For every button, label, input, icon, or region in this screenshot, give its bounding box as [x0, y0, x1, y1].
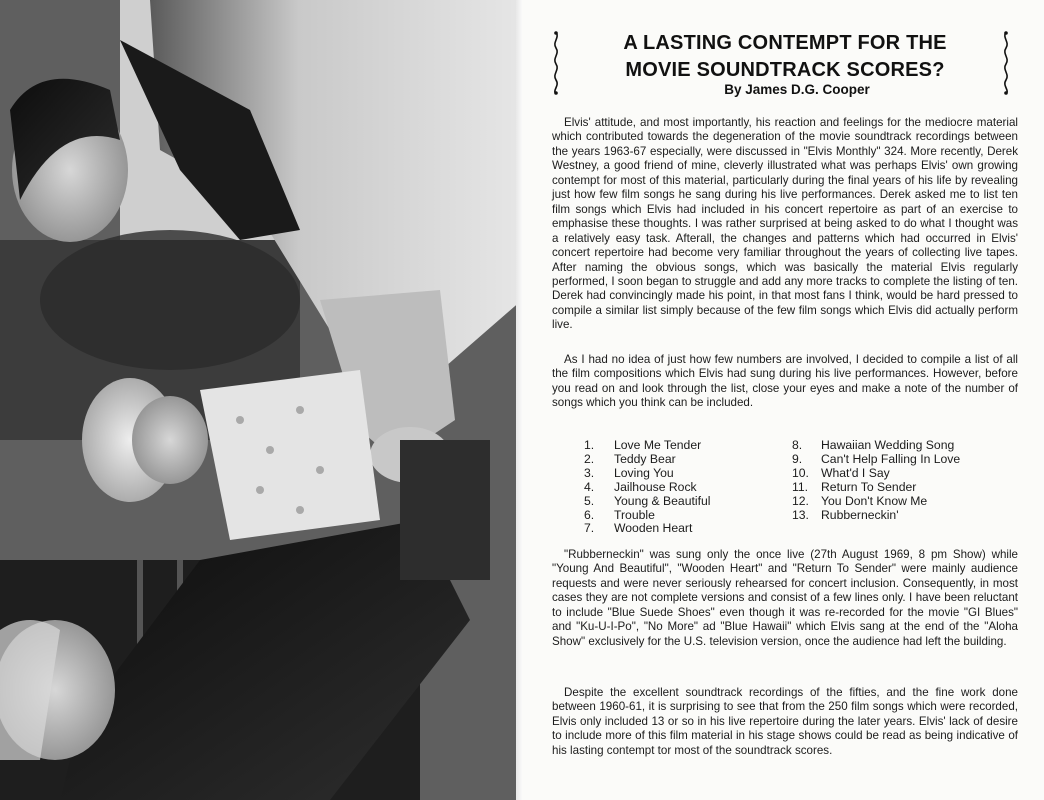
song-title: Can't Help Falling In Love: [821, 451, 961, 466]
song-title: Wooden Heart: [614, 521, 693, 536]
song-number: 5.: [584, 493, 595, 508]
list-item: [792, 453, 960, 467]
song-number: 9.: [792, 451, 803, 466]
song-title: Hawaiian Wedding Song: [821, 438, 955, 452]
list-item: [792, 439, 960, 453]
list-item: [584, 522, 710, 536]
song-number: 1.: [584, 438, 595, 452]
list-item: [584, 467, 710, 481]
list-item: [792, 467, 960, 481]
song-number: 11.: [792, 479, 809, 494]
song-number: 3.: [584, 465, 595, 480]
article-title: [562, 30, 1008, 84]
song-title: Jailhouse Rock: [614, 479, 697, 494]
song-number: 2.: [584, 451, 595, 466]
song-number: 8.: [792, 438, 803, 452]
song-title: Loving You: [614, 465, 674, 480]
song-list-column-2: [792, 439, 960, 522]
song-title: Teddy Bear: [614, 451, 676, 466]
list-item: [792, 481, 960, 495]
song-number: 12.: [792, 493, 809, 508]
song-number: 6.: [584, 507, 595, 522]
decorative-scroll-icon: [550, 30, 562, 96]
title-line-2: MOVIE SOUNDTRACK SCORES?: [625, 59, 945, 81]
song-title: Return To Sender: [821, 479, 917, 494]
article-page: [522, 0, 1044, 800]
song-title: Young & Beautiful: [614, 493, 711, 508]
song-number: 7.: [584, 521, 595, 536]
list-item: [584, 495, 710, 509]
song-list-column-1: [584, 439, 710, 536]
list-item: [584, 481, 710, 495]
title-line-1: A LASTING CONTEMPT FOR THE: [623, 32, 947, 54]
song-title: You Don't Know Me: [821, 493, 928, 508]
song-title: Love Me Tender: [614, 438, 702, 452]
paragraph-conclusion: Despite the excellent soundtrack recordings of the fifties, and the fine work done between 1960-61, it is surprising to see that from the 250 film songs which were recorded, Elvis only included 13 or so in his live repertoire during the later years. Elvis' lack of desire to include more of this film material in his stage shows could be read as being indicative of his lasting contempt tor most of the soundtrack scores.: [552, 686, 1018, 757]
list-item: [792, 509, 960, 523]
song-number: 10.: [792, 465, 809, 480]
song-title: Trouble: [614, 507, 655, 522]
paragraph-intro: Elvis' attitude, and most importantly, his reaction and feelings for the mediocre material which contributed towards the degeneration of the movie soundtrack recordings between the years 1963-67 especially, were discussed in "Elvis Monthly" 324. More recently, Derek Westney, a good friend of mine, cleverly illustrated what was perhaps Elvis' own growing contempt for most of this material, particularly during the final years of his life by revealing just how few film songs he sang during his live performances. Derek asked me to list ten film songs which Elvis had included in his concert repertoire as part of an exercise to emphasise these thoughts. I was rather surprised at being asked to do what I thought was a relatively easy task. Afterall, the changes and patterns which had occurred in Elvis' concert repertoire had become very familiar throughout the years of collecting live tapes. After naming the obvious songs, which was basically the material Elvis regularly performed, I soon began to struggle and add any more tracks to complete the listing of ten. Derek had convincingly made his point, in that most fans I think, would be hard pressed to compile a similar list simply because of the few film songs which Elvis did actually perform live.: [552, 116, 1018, 332]
list-item: [584, 439, 710, 453]
list-item: [584, 509, 710, 523]
song-number: 4.: [584, 479, 595, 494]
list-item: [792, 495, 960, 509]
paragraph-notes: "Rubberneckin" was sung only the once live (27th August 1969, 8 pm Show) while "Young And Beautiful", "Wooden Heart" and "Return To Sender" were mainly audience requests and were never seriously rehearsed for concert inclusion. Consequently, in most cases they are not complete versions and consist of a few lines only. I have been reluctant to include "Blue Suede Shoes" even though it was re-recorded for the movie "GI Blues" and "Ku-U-I-Po", "No More" ad "Blue Hawaii" which Elvis sang at the end of the "Aloha Show" exclusively for the U.S. television version, once the audience had left the building.: [552, 548, 1018, 648]
song-number: 13.: [792, 507, 809, 522]
song-title: What'd I Say: [821, 465, 890, 480]
song-title: Rubberneckin': [821, 507, 899, 522]
list-item: [584, 453, 710, 467]
paragraph-list-intro: As I had no idea of just how few numbers are involved, I decided to compile a list of all the film compositions which Elvis had sung during his live performances. However, before you read on and look through the list, close your eyes and make a note of the number of songs which you think can be included.: [552, 353, 1018, 410]
byline: By James D.G. Cooper: [724, 82, 870, 97]
